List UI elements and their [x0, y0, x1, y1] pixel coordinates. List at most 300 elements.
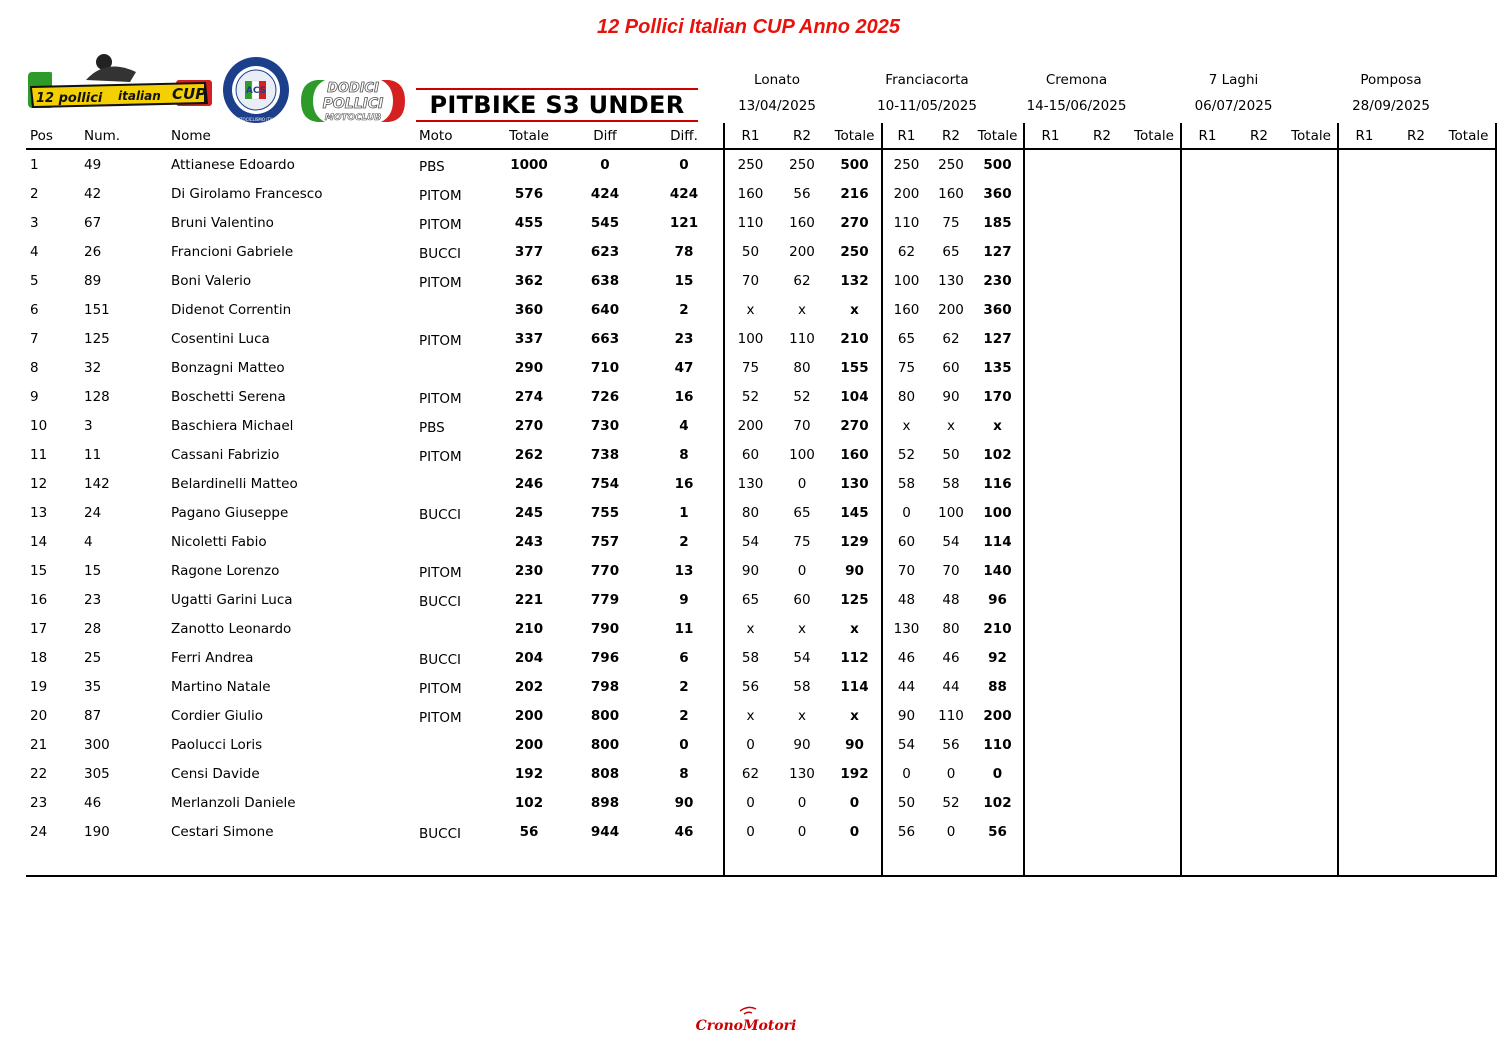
- cell-empty: [930, 846, 972, 876]
- cell-diff: 808: [590, 765, 620, 782]
- cell-empty: [1233, 469, 1285, 498]
- cell-r1: 160: [724, 179, 776, 208]
- cell-diff: 779: [590, 591, 620, 608]
- cell-empty: [1390, 527, 1442, 556]
- cell-r1: 110: [724, 208, 776, 237]
- cell-empty: [1390, 440, 1442, 469]
- cell-total: 290: [514, 359, 544, 376]
- cell-empty: [1181, 440, 1233, 469]
- cell-r1: x: [724, 295, 776, 324]
- cell-empty: [1390, 149, 1442, 179]
- cell-name: Francioni Gabriele: [171, 243, 294, 260]
- moto-label: BUCCI: [419, 245, 461, 262]
- cell-moto: [415, 295, 493, 324]
- cell-empty: [1285, 411, 1338, 440]
- cell-r2: 110: [938, 707, 964, 724]
- moto-label: BUCCI: [419, 506, 461, 523]
- cell-empty: [1024, 672, 1076, 701]
- cell-r2: 75: [942, 214, 960, 231]
- cell-empty: [1024, 527, 1076, 556]
- event-name: Lonato: [754, 72, 800, 88]
- cell-empty: [1285, 585, 1338, 614]
- cell-r1: 80: [882, 382, 930, 411]
- event-header-7-laghi: [1155, 72, 1312, 114]
- cell-diff: 640: [590, 301, 620, 318]
- cell-moto: [415, 556, 493, 585]
- cell-total: 204: [514, 649, 544, 666]
- cell-num: 32: [84, 359, 102, 376]
- cell-tot: 140: [983, 562, 1012, 579]
- cell-empty: [1181, 759, 1233, 788]
- cell-empty: [1181, 556, 1233, 585]
- cell-diff: 944: [590, 823, 620, 840]
- cell-total: 230: [514, 562, 544, 579]
- cell-num: 125: [84, 330, 110, 347]
- cell-empty: [1338, 149, 1390, 179]
- cell-tot: 192: [840, 765, 869, 782]
- cell-r2: 70: [793, 417, 811, 434]
- cell-r2: 110: [789, 330, 815, 347]
- table-row: [26, 179, 1496, 208]
- cell-empty: [1076, 730, 1128, 759]
- cell-empty: [1024, 208, 1076, 237]
- cell-empty: [1128, 556, 1181, 585]
- cell-empty: [1233, 846, 1285, 876]
- cell-r2: 0: [797, 562, 807, 579]
- cell-empty: [1390, 817, 1442, 846]
- svg-text:12 pollici: 12 pollici: [36, 91, 103, 106]
- cell-r1: 160: [882, 295, 930, 324]
- cell-empty: [1442, 614, 1496, 643]
- cell-total: 246: [514, 475, 544, 492]
- cell-empty: [1285, 149, 1338, 179]
- cell-empty: [1128, 498, 1181, 527]
- cell-empty: [1128, 672, 1181, 701]
- cell-pos: 9: [30, 388, 39, 405]
- cell-num: 300: [84, 736, 110, 753]
- cell-empty: [1390, 411, 1442, 440]
- svg-text:CronoMotori: CronoMotori: [695, 1018, 797, 1034]
- cell-name: Ferri Andrea: [171, 649, 254, 666]
- cell-empty: [1390, 353, 1442, 382]
- cell-tot: 170: [983, 388, 1012, 405]
- cell-empty: [1181, 701, 1233, 730]
- cell-diff: 790: [590, 620, 620, 637]
- cell-total: 362: [514, 272, 544, 289]
- cell-empty: [1390, 266, 1442, 295]
- cell-name: Paolucci Loris: [171, 736, 263, 753]
- cell-diff2: 121: [669, 214, 699, 231]
- cell-empty: [1285, 179, 1338, 208]
- cell-empty: [1442, 701, 1496, 730]
- cell-empty: [1390, 237, 1442, 266]
- cell-empty: [1390, 179, 1442, 208]
- cell-empty: [1076, 149, 1128, 179]
- cell-num: 151: [84, 301, 110, 318]
- cell-pos: 19: [30, 678, 48, 695]
- cell-r1: 52: [882, 440, 930, 469]
- cell-empty: [1076, 208, 1128, 237]
- cell-r1: 200: [882, 179, 930, 208]
- cell-empty: [1128, 817, 1181, 846]
- cell-diff: 770: [590, 562, 620, 579]
- cell-empty: [415, 846, 493, 876]
- cell-empty: [1233, 295, 1285, 324]
- cell-empty: [1076, 527, 1128, 556]
- cell-empty: [776, 846, 828, 876]
- cell-empty: [1233, 672, 1285, 701]
- cell-empty: [1338, 498, 1390, 527]
- cell-tot: 92: [988, 649, 1007, 666]
- cell-num: 3: [84, 417, 93, 434]
- cell-num: 128: [84, 388, 110, 405]
- cell-tot: 270: [840, 214, 869, 231]
- cell-total: 262: [514, 446, 544, 463]
- cell-empty: [1024, 556, 1076, 585]
- cell-empty: [1390, 295, 1442, 324]
- cell-moto: [415, 382, 493, 411]
- cell-diff2: 90: [674, 794, 694, 811]
- cell-empty: [1233, 556, 1285, 585]
- cell-empty: [1285, 614, 1338, 643]
- cell-tot: 210: [983, 620, 1012, 637]
- cell-r2: 90: [793, 736, 811, 753]
- cell-pos: 13: [30, 504, 48, 521]
- cell-tot: 0: [849, 794, 860, 811]
- cell-pos: 1: [30, 156, 39, 173]
- cell-num: 142: [84, 475, 110, 492]
- cell-empty: [1128, 759, 1181, 788]
- cell-empty: [1128, 614, 1181, 643]
- cell-empty: [1233, 730, 1285, 759]
- cell-diff2: 2: [679, 678, 689, 695]
- header-total: Totale: [509, 127, 549, 144]
- cell-name: Didenot Correntin: [171, 301, 292, 318]
- cell-empty: [1024, 614, 1076, 643]
- cell-diff: 898: [590, 794, 620, 811]
- cell-empty: [1024, 469, 1076, 498]
- cell-tot: 500: [840, 156, 869, 173]
- event-header-cremona: [998, 72, 1155, 114]
- cell-empty: [1181, 643, 1233, 672]
- moto-label: PBS: [419, 419, 445, 436]
- cell-moto: [415, 498, 493, 527]
- cell-empty: [1024, 149, 1076, 179]
- cell-tot: 0: [992, 765, 1003, 782]
- cell-moto: [415, 614, 493, 643]
- cell-r1: 60: [724, 440, 776, 469]
- cell-empty: [80, 846, 167, 876]
- cell-empty: [1285, 788, 1338, 817]
- cell-empty: [1338, 585, 1390, 614]
- cell-tot: 116: [983, 475, 1012, 492]
- cell-total: 192: [514, 765, 544, 782]
- cell-empty: [1128, 846, 1181, 876]
- svg-text:DODICI: DODICI: [327, 81, 379, 96]
- cell-r1: 70: [724, 266, 776, 295]
- cell-r2: 62: [942, 330, 960, 347]
- cell-total: 202: [514, 678, 544, 695]
- cell-empty: [1338, 208, 1390, 237]
- dodici-pollici-logo: [299, 78, 407, 124]
- header-r2: R2: [1250, 127, 1268, 144]
- cronomotori-logo: [690, 1003, 802, 1043]
- cell-diff: 798: [590, 678, 620, 695]
- cell-r2: 62: [793, 272, 811, 289]
- cell-empty: [1181, 208, 1233, 237]
- cell-empty: [1024, 498, 1076, 527]
- cell-empty: [1285, 556, 1338, 585]
- cell-empty: [1285, 469, 1338, 498]
- cell-diff2: 2: [679, 707, 689, 724]
- cell-empty: [1128, 149, 1181, 179]
- table-row: [26, 527, 1496, 556]
- cell-moto: [415, 817, 493, 846]
- cell-empty: [1076, 614, 1128, 643]
- cell-pos: 2: [30, 185, 39, 202]
- table-row: [26, 208, 1496, 237]
- cell-diff2: 0: [679, 156, 689, 173]
- cell-pos: 18: [30, 649, 48, 666]
- cell-empty: [1338, 469, 1390, 498]
- cell-diff2: 1: [679, 504, 689, 521]
- cell-tot: 100: [983, 504, 1012, 521]
- cell-empty: [1233, 527, 1285, 556]
- table-row: [26, 295, 1496, 324]
- cell-name: Censi Davide: [171, 765, 260, 782]
- cell-diff: 738: [590, 446, 620, 463]
- cell-diff2: 47: [674, 359, 694, 376]
- event-date: 13/04/2025: [738, 98, 816, 114]
- cell-empty: [1024, 411, 1076, 440]
- cell-diff: 0: [600, 156, 610, 173]
- event-date: 10-11/05/2025: [877, 98, 977, 114]
- cell-diff2: 9: [679, 591, 689, 608]
- header-r2: R2: [1093, 127, 1111, 144]
- cell-moto: [415, 730, 493, 759]
- cell-r2: 52: [793, 388, 811, 405]
- cell-empty: [1024, 324, 1076, 353]
- cell-empty: [1338, 295, 1390, 324]
- cell-total: 360: [514, 301, 544, 318]
- cell-empty: [1338, 701, 1390, 730]
- table-row: [26, 585, 1496, 614]
- cell-empty: [1442, 498, 1496, 527]
- cell-moto: [415, 672, 493, 701]
- cell-empty: [1024, 237, 1076, 266]
- cell-pos: 17: [30, 620, 48, 637]
- svg-text:CUP: CUP: [172, 85, 207, 103]
- table-row: [26, 817, 1496, 846]
- cell-r2: 200: [789, 243, 815, 260]
- cell-empty: [1024, 759, 1076, 788]
- cell-empty: [1285, 672, 1338, 701]
- cell-r2: 65: [942, 243, 960, 260]
- table-row: [26, 324, 1496, 353]
- cell-tot: 112: [840, 649, 869, 666]
- cell-r1: 65: [724, 585, 776, 614]
- cell-tot: 102: [983, 794, 1012, 811]
- cell-r2: 80: [793, 359, 811, 376]
- cell-empty: [1442, 527, 1496, 556]
- cell-pos: 14: [30, 533, 48, 550]
- header-r2: R2: [942, 127, 960, 144]
- cell-empty: [1233, 353, 1285, 382]
- cell-tot: 102: [983, 446, 1012, 463]
- table-row: [26, 411, 1496, 440]
- cell-empty: [1181, 585, 1233, 614]
- cell-empty: [1442, 817, 1496, 846]
- cell-empty: [1076, 701, 1128, 730]
- cell-empty: [1181, 237, 1233, 266]
- cell-num: 35: [84, 678, 102, 695]
- cell-empty: [1338, 179, 1390, 208]
- cell-empty: [1390, 585, 1442, 614]
- cell-empty: [1442, 643, 1496, 672]
- cell-r1: 0: [724, 730, 776, 759]
- moto-label: PITOM: [419, 187, 462, 204]
- cell-empty: [1233, 237, 1285, 266]
- cell-moto: [415, 266, 493, 295]
- cell-empty: [1181, 614, 1233, 643]
- cell-tot: 135: [983, 359, 1012, 376]
- cell-diff: 710: [590, 359, 620, 376]
- cell-diff2: 78: [674, 243, 694, 260]
- cell-empty: [1338, 382, 1390, 411]
- cell-empty: [565, 846, 645, 876]
- cell-empty: [1338, 730, 1390, 759]
- cell-diff: 623: [590, 243, 620, 260]
- cell-empty: [1442, 585, 1496, 614]
- cell-empty: [1338, 237, 1390, 266]
- table-row: [26, 498, 1496, 527]
- cell-name: Boschetti Serena: [171, 388, 286, 405]
- cell-empty: [645, 846, 724, 876]
- cell-empty: [1442, 411, 1496, 440]
- cell-diff2: 8: [679, 765, 689, 782]
- cell-empty: [1390, 788, 1442, 817]
- cell-empty: [1338, 411, 1390, 440]
- cell-empty: [1285, 846, 1338, 876]
- cell-name: Bruni Valentino: [171, 214, 274, 231]
- cell-tot: 114: [840, 678, 869, 695]
- cell-r1: 0: [882, 759, 930, 788]
- cell-num: 23: [84, 591, 102, 608]
- header-r2: R2: [1407, 127, 1425, 144]
- cell-r2: 250: [789, 156, 815, 173]
- standings-table: [26, 123, 1497, 877]
- cell-empty: [1024, 266, 1076, 295]
- cell-r2: 44: [942, 678, 960, 695]
- moto-label: PBS: [419, 158, 445, 175]
- cell-empty: [1442, 759, 1496, 788]
- cell-empty: [1233, 585, 1285, 614]
- cell-r1: 56: [724, 672, 776, 701]
- cell-diff: 754: [590, 475, 620, 492]
- cell-empty: [1181, 179, 1233, 208]
- cell-empty: [1076, 353, 1128, 382]
- cell-empty: [1233, 614, 1285, 643]
- cell-name: Pagano Giuseppe: [171, 504, 289, 521]
- cell-num: 305: [84, 765, 110, 782]
- cell-r1: 54: [724, 527, 776, 556]
- cell-num: 11: [84, 446, 102, 463]
- cell-total: 576: [514, 185, 544, 202]
- cell-num: 25: [84, 649, 102, 666]
- cell-r1: 110: [882, 208, 930, 237]
- cell-name: Cassani Fabrizio: [171, 446, 280, 463]
- cell-pos: 4: [30, 243, 39, 260]
- cell-name: Merlanzoli Daniele: [171, 794, 296, 811]
- cell-r1: 75: [882, 353, 930, 382]
- cell-diff2: 11: [674, 620, 694, 637]
- cell-name: Belardinelli Matteo: [171, 475, 298, 492]
- cell-num: 24: [84, 504, 102, 521]
- cell-moto: [415, 469, 493, 498]
- cell-r2: 50: [942, 446, 960, 463]
- cell-empty: [1076, 643, 1128, 672]
- cell-empty: [1076, 585, 1128, 614]
- cell-total: 274: [514, 388, 544, 405]
- cell-empty: [1233, 382, 1285, 411]
- cell-r2: 130: [938, 272, 964, 289]
- cell-empty: [167, 846, 415, 876]
- cell-empty: [1442, 295, 1496, 324]
- cell-moto: [415, 353, 493, 382]
- cell-tot: 250: [840, 243, 869, 260]
- moto-label: BUCCI: [419, 825, 461, 842]
- cell-empty: [1128, 266, 1181, 295]
- cell-empty: [1128, 643, 1181, 672]
- header-name: Nome: [171, 127, 211, 144]
- cell-empty: [1442, 788, 1496, 817]
- cell-total: 56: [519, 823, 539, 840]
- cell-name: Boni Valerio: [171, 272, 252, 289]
- cell-empty: [1390, 208, 1442, 237]
- event-name: 7 Laghi: [1208, 72, 1259, 88]
- table-row: [26, 353, 1496, 382]
- moto-label: BUCCI: [419, 593, 461, 610]
- cell-r1: 0: [882, 498, 930, 527]
- cell-num: 42: [84, 185, 102, 202]
- cell-tot: 127: [983, 243, 1012, 260]
- cell-r1: 65: [882, 324, 930, 353]
- cell-empty: [1338, 614, 1390, 643]
- cell-r1: 62: [882, 237, 930, 266]
- cell-pos: 24: [30, 823, 48, 840]
- cell-r1: 0: [724, 788, 776, 817]
- table-row: [26, 382, 1496, 411]
- cell-moto: [415, 208, 493, 237]
- event-header-pomposa: [1312, 72, 1470, 114]
- moto-label: PITOM: [419, 274, 462, 291]
- cell-pos: 20: [30, 707, 48, 724]
- cell-empty: [1181, 149, 1233, 179]
- cell-empty: [1076, 469, 1128, 498]
- cell-diff: 730: [590, 417, 620, 434]
- cell-pos: 11: [30, 446, 48, 463]
- cell-diff2: 2: [679, 301, 689, 318]
- cell-diff: 663: [590, 330, 620, 347]
- cell-tot: 110: [983, 736, 1012, 753]
- cell-name: Baschiera Michael: [171, 417, 294, 434]
- header-totale: Totale: [834, 127, 875, 144]
- cell-r2: 160: [938, 185, 964, 202]
- cell-r1: 46: [882, 643, 930, 672]
- cell-total: 243: [514, 533, 544, 550]
- header-diff2: Diff.: [670, 127, 698, 144]
- cell-empty: [1233, 149, 1285, 179]
